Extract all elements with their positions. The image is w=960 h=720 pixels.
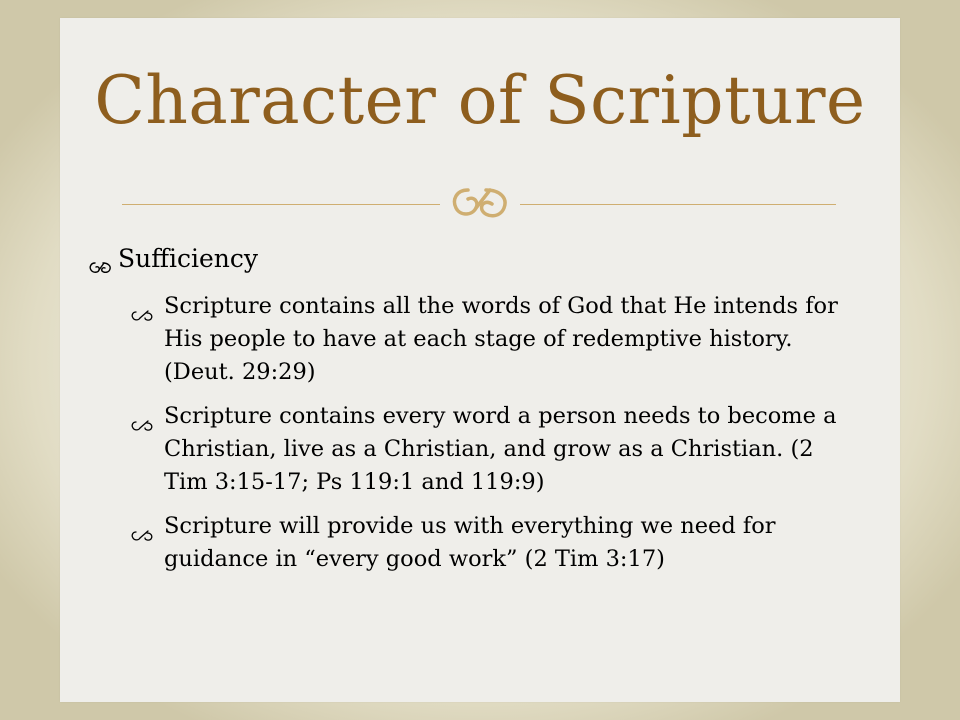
sub-bullet-list	[130, 290, 860, 576]
slide-title: Character of Scripture	[94, 62, 866, 139]
list-item-text: Scripture contains all the words of God that He intends for His people to have at each stage of redemptive history. (Deut. 29:29)	[164, 293, 838, 385]
slide-body	[88, 241, 888, 587]
title-divider-right	[520, 204, 836, 205]
title-divider-left	[122, 204, 440, 205]
list-item-text: Scripture will provide us with everything we need for guidance in “every good work” (2 Tim 3:17)	[164, 513, 776, 572]
bullet-heading	[88, 241, 888, 286]
flourish-icon	[446, 182, 516, 226]
list-item	[130, 400, 860, 499]
list-item-text: Scripture contains every word a person needs to become a Christian, live as a Christian, and grow as a Christian. (2 Tim 3:15-17; Ps 119:1 and 119:9)	[164, 403, 837, 495]
flourish-bullet-icon	[88, 241, 118, 286]
heading-text: Sufficiency	[118, 244, 259, 273]
list-item	[130, 510, 860, 576]
flourish-bullet-icon	[130, 290, 164, 333]
flourish-bullet-icon	[130, 400, 164, 443]
flourish-bullet-icon	[130, 510, 164, 553]
list-item	[130, 290, 860, 389]
